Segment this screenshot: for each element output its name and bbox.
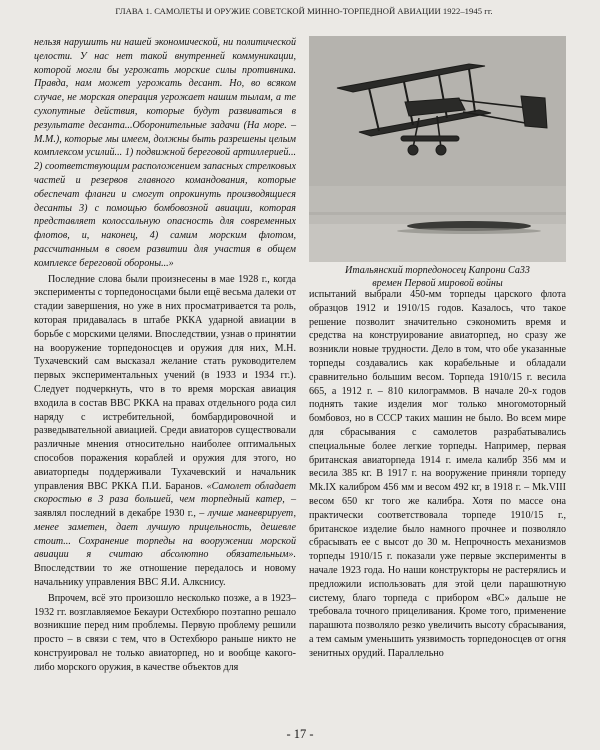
left-column bbox=[34, 36, 296, 675]
inline-quote: – лучше маневрирует, менее заметен, дает лучшую прицельность, дешевле стоит... Сохранение торпеды на вооружении морской авиации я считаю абсолютно обязательным». bbox=[34, 508, 296, 561]
figure-caption bbox=[309, 264, 566, 290]
caption-line: Итальянский торпедоносец Капрони Са33 bbox=[345, 265, 530, 276]
body-paragraph-1 bbox=[34, 273, 296, 590]
paragraph-text: Впоследствии то же отношение передалось и новому начальнику управления ВВС Я.И. Алкснису. bbox=[34, 563, 296, 589]
quote-paragraph: нельзя нарушить ни нашей экономической, ни политической целости. У нас нет такой внутренней коммуникации, которой могли бы угрожать морские силы противника. Правда, нам может угрожать десант. Но, во всяком случае, не морская операция угрожает нашим тылам, а те сухопутные действия, которые будут развиваться в результате десанта...Оборонительные задачи (На море. – М.М.), которые мы имеем, должны быть разрешены целым комплексом усилий... 1) подвижной береговой артиллерией... 2) соответствующим расположением запасных стрелковых частей и резервов главного командования, которые обеспечат фланги и смогут опрокинуть производящиеся десанты 3) с помощью бомбовозной авиации, которая представляет колоссальную опасность для современных флотов, и, наконец, 4) самим морским флотом, рассчитанным в своем развитии для участия в общем комплексе береговой обороны...» bbox=[34, 37, 296, 269]
caption-line: времен Первой мировой войны bbox=[372, 278, 503, 289]
paragraph-text: Последние слова были произнесены в мае 1928 г., когда эксперименты с торпедоносцами были ещё весьма далеки от стадии завершения, но уже в них просматривается та роль, которая придавалась в штабе РККА ударной авиации в борьбе с морскими целями. Впоследствии, узнав о принятии на вооружение торпедоносцев и оружия для них, М.Н. Тухачевский сам высказал желание стать руководителем первых экспериментальных учений (в 1933 и 1934 гг.). Следует подчеркнуть, что в то время морская авиация входила в состав ВВС РККА на правах отдельного рода сил наряду с истребительной, бомбардировочной и разведывательной авиацией. Среди авиаторов существовали различные мнения относительно наиболее оптимальных способов поражения кораблей и оружия для этого, но авиаторпеды поддерживали Тухачевский и начальник управления ВВС РККА П.И. Баранов. bbox=[34, 273, 296, 492]
paragraph-text: – заявлял последний в декабре 1930 г., bbox=[34, 494, 296, 520]
page-number: - 17 - bbox=[286, 727, 314, 741]
historical-photo bbox=[309, 36, 566, 262]
right-column bbox=[309, 288, 566, 661]
body-paragraph-3: испытаний выбрали 450-мм торпеды царского флота образцов 1912 и 1910/15 годов. Казалось, что такое решение позволит значительно сэкономить время и средства на конструирование авиаторпед, но сразу же возникли новые трудности. Дело в том, что обе указанные торпеды создавались как корабельные и обладали сравнительно большим весом. Торпеда 1910/15 г. весила 665, а 1912 г. – 810 килограммов. В начале 20-х годов поднять такие изделия мог только многомоторный бомбовоз, но в СССР таких машин не было. Во всем мире для сбрасывания с самолетов разрабатывались специальные более легкие торпеды. Например, первая британская авиаторпеда 1914 г. имела калибр 356 мм и весила 385 кг. В 1917 г. на вооружение приняли торпеду Mk.IX калибром 456 мм и весом 492 кг, в 1918 г. – Mk.VIII весом 650 кг того же калибра. Хотя по массе она практически соответствовала торпеде 1910/15 г., британское изделие было намного прочнее и позволяло сбрасывать ее с высот до 30 м. Непрочность механизмов торпеды 1910/15 г. показали уже первые эксперименты в начале 1923 года. Но наши конструкторы не растерялись и предложили использовать для этой цели парашютную систему, благо торпеда с прибором «ВС» дальше не требовала точного прицеливания. Кроме того, применение парашюта позволяло резко увеличить высоту сбрасывания, а тем самым уменьшить уязвимость торпедоносцев от огня зенитных орудий. Параллельно bbox=[309, 289, 566, 659]
biplane-illustration bbox=[309, 36, 566, 262]
body-paragraph-2: Впрочем, всё это произошло несколько позже, а в 1923–1932 гг. возглавляемое Бекаури Остехбюро поэтапно решало возникшие перед ним проблемы. Первую проблему решили просто – в связи с тем, что в Остехбюро раньше никто не конструировал не только авиаторпед, но и вообще какого-либо морского оружия, в качестве объектов для bbox=[34, 592, 296, 673]
running-header: ГЛАВА 1. САМОЛЕТЫ И ОРУЖИЕ СОВЕТСКОЙ МИННО-ТОРПЕДНОЙ АВИАЦИИ 1922–1945 гг. bbox=[115, 6, 493, 16]
inline-quote: «Самолет обладает скоростью в 3 раза большей, чем торпедный катер, bbox=[34, 480, 296, 506]
